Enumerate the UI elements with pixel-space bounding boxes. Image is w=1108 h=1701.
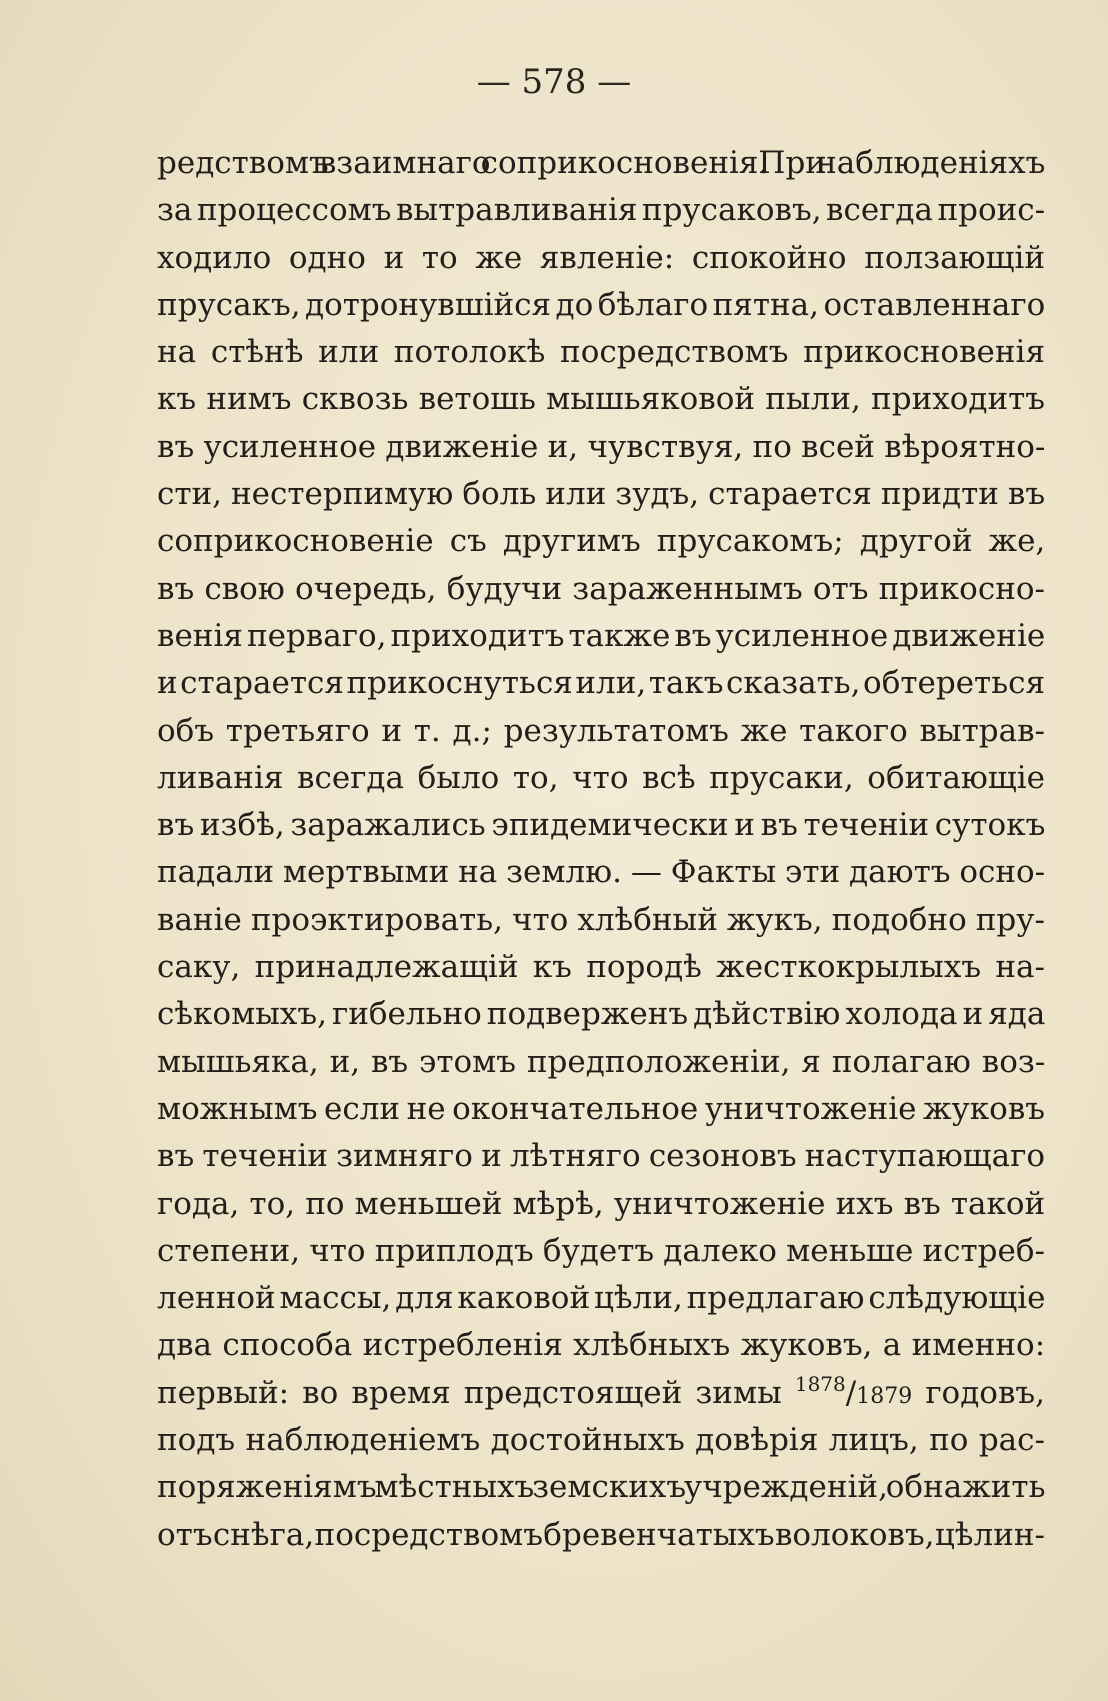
text-line: ходило одно и то же явленіе: спокойно ползающій [157, 239, 1045, 276]
text-line: въ избѣ, заражались эпидемически и въ теченіи сутокъ [157, 807, 1046, 844]
text-line: объ третьяго и т. д.; результатомъ же такого вытрав- [157, 712, 1045, 749]
fraction-denominator: 1879 [856, 1383, 913, 1409]
text-line: за процессомъ вытравливанія прусаковъ, всегда проис- [157, 192, 1046, 229]
fraction-line-after: годовъ, [912, 1374, 1046, 1411]
text-line: въ теченіи зимняго и лѣтняго сезоновъ наступающаго [157, 1138, 1046, 1175]
text-line: прусакъ, дотронувшійся до бѣлаго пятна, оставленнаго [157, 286, 1046, 323]
text-line: отъ снѣга, посредствомъ бревенчатыхъ волоковъ, цѣлин- [157, 1516, 1045, 1553]
text-line: на стѣнѣ или потолокѣ посредствомъ прикосновенія [157, 334, 1045, 371]
fraction-line-before: первый: во время предстоящей зимы [157, 1374, 795, 1411]
text-line: сѣкомыхъ, гибельно подверженъ дѣйствію холода и яда [157, 996, 1046, 1033]
body-text [157, 140, 1045, 1559]
text-line: ваніе проэктировать, что хлѣбный жукъ, подобно пру- [157, 901, 1045, 938]
text-line: можнымъ если не окончательное уничтоженіе жуковъ [157, 1090, 1045, 1127]
text-line: ливанія всегда было то, что всѣ прусаки, обитающіе [157, 759, 1045, 796]
text-line-with-fraction [157, 1370, 1045, 1417]
text-line: и старается прикоснуться или, такъ сказать, обтереться [157, 665, 1045, 702]
text-line: два способа истребленія хлѣбныхъ жуковъ, а именно: [157, 1327, 1046, 1364]
text-line: сти, нестерпимую боль или зудъ, старается придти въ [157, 476, 1046, 513]
text-line: въ усиленное движеніе и, чувствуя, по всей вѣроятно- [157, 428, 1046, 465]
fraction-numerator: 1878 [794, 1371, 846, 1396]
fraction-slash: / [845, 1374, 857, 1411]
page-number: — 578 — [476, 62, 632, 102]
text-line: саку, принадлежащій къ породѣ жесткокрылыхъ на- [157, 949, 1045, 986]
text-line: подъ наблюденіемъ достойныхъ довѣрія лицъ, по рас- [157, 1422, 1045, 1459]
text-line: редствомъ взаимнаго соприкосновенія. При наблюденіяхъ [157, 145, 1046, 181]
text-line: ленной массы, для каковой цѣли, предлагаю слѣдующіе [157, 1280, 1046, 1317]
text-line: степени, что приплодъ будетъ далеко меньше истреб- [157, 1232, 1045, 1269]
text-line: года, то, по меньшей мѣрѣ, уничтоженіе ихъ въ такой [157, 1185, 1046, 1222]
text-line: къ нимъ сквозь ветошь мышьяковой пыли, приходитъ [157, 381, 1045, 418]
text-line: венія перваго, приходитъ также въ усиленное движеніе [157, 617, 1046, 654]
text-line: поряженіямъ мѣстныхъ земскихъ учрежденій, обнажить [157, 1469, 1046, 1506]
text-line: падали мертвыми на землю. — Факты эти даютъ осно- [157, 854, 1046, 891]
text-line: мышьяка, и, въ этомъ предположеніи, я полагаю воз- [157, 1043, 1046, 1080]
text-line: соприкосновеніе съ другимъ прусакомъ; другой же, [157, 523, 1046, 560]
text-line: въ свою очередь, будучи зараженнымъ отъ прикосно- [157, 570, 1045, 607]
